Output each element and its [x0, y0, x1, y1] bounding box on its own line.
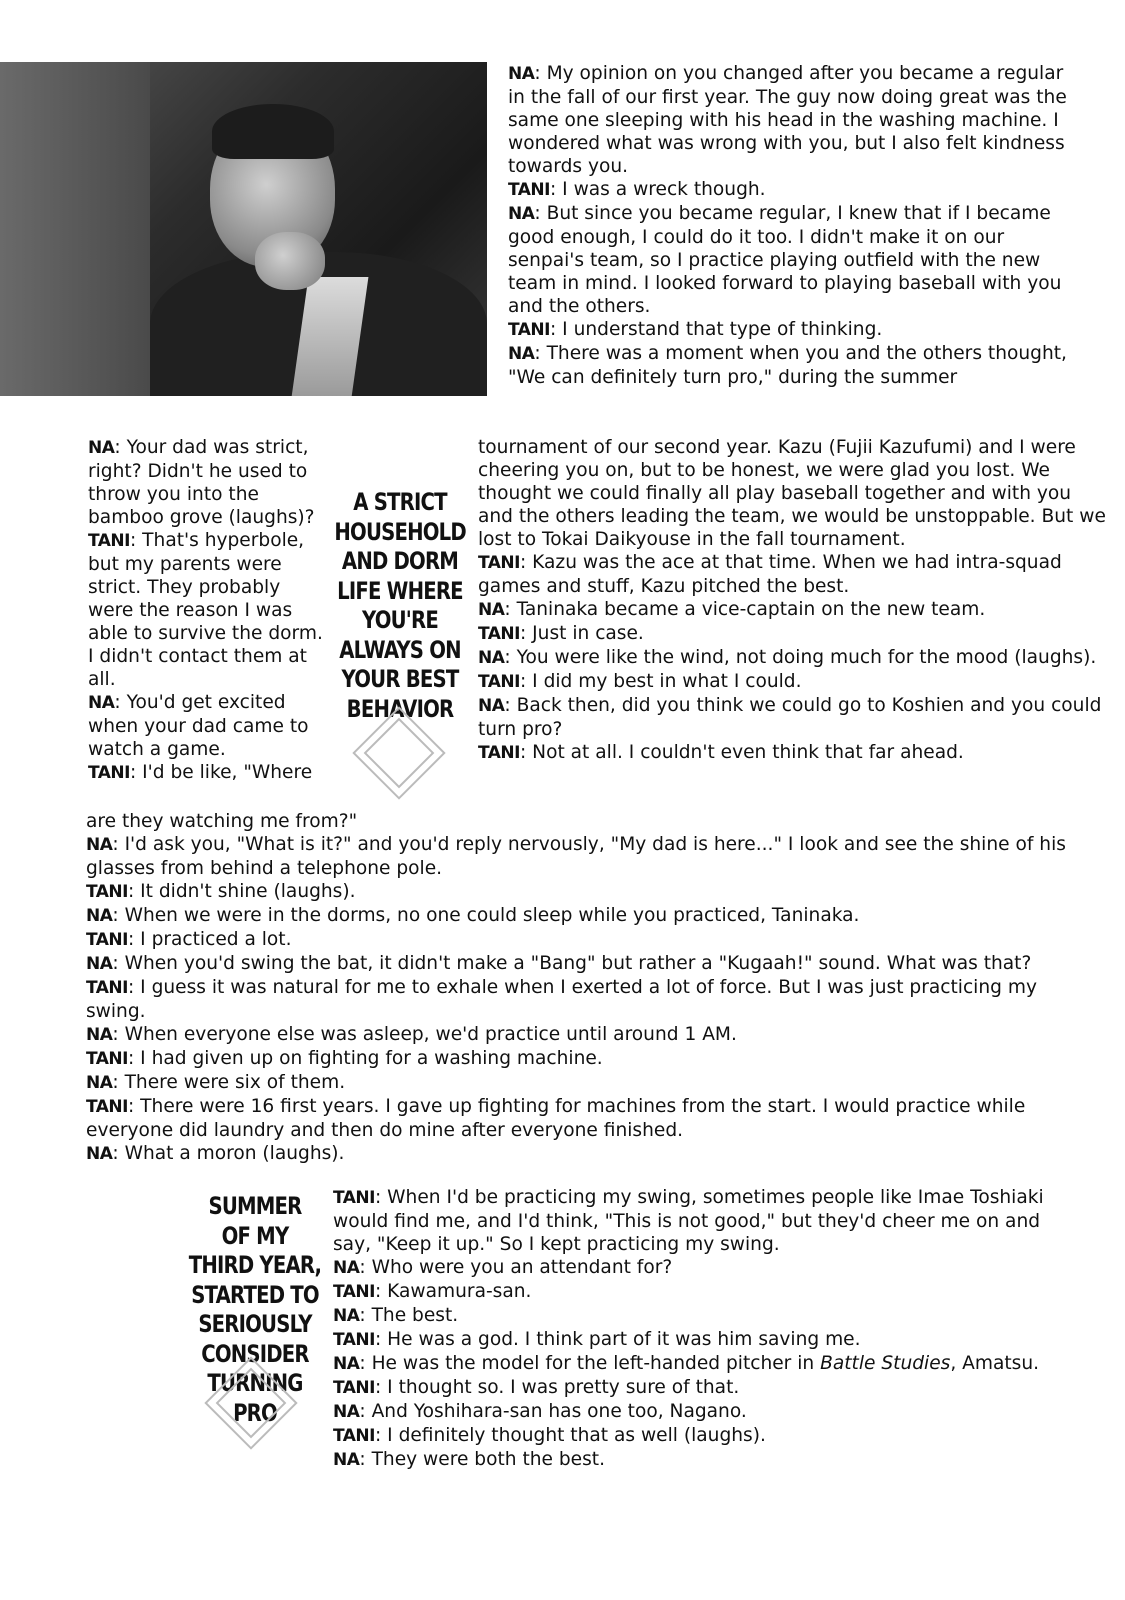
- speaker-label: NA: [333, 1258, 360, 1278]
- dialogue-line: [86, 904, 1066, 928]
- text-block-4: [86, 810, 1066, 1166]
- dialogue-text: : I definitely thought that as well (laughs).: [375, 1425, 766, 1446]
- dialogue-line: [333, 1352, 1053, 1376]
- dialogue-text: : You were like the wind, not doing much for the mood (laughs).: [504, 647, 1097, 668]
- dialogue-text: : When I'd be practicing my swing, sometimes people like Imae Toshiaki would find me, and I'd think, "This is not good," but they'd cheer me on and say, "Keep it up." So I kept practicing my swing.: [333, 1187, 1044, 1255]
- dialogue-text: : I'd ask you, "What is it?" and you'd reply nervously, "My dad is here..." I look and see the shine of his glasses from behind a telephone pole.: [86, 834, 1066, 879]
- dialogue-text: : I did my best in what I could.: [520, 671, 802, 692]
- speaker-label: TANI: [86, 1049, 128, 1069]
- dialogue-text: : Not at all. I couldn't even think that far ahead.: [520, 742, 964, 763]
- dialogue-text: : Just in case.: [520, 623, 644, 644]
- dialogue-text: are they watching me from?": [86, 811, 358, 832]
- dialogue-text: : They were both the best.: [359, 1449, 606, 1470]
- dialogue-text: : But since you became regular, I knew that if I became good enough, I could do it too. I didn't make it on our senpai's team, so I practice playing outfield with the new team in mind. I looked forward to playing baseball with you and the others.: [508, 203, 1062, 317]
- section-heading-household: [334, 488, 465, 724]
- text-block-5: [333, 1186, 1053, 1472]
- dialogue-line: [333, 1328, 1053, 1352]
- speaker-label: NA: [478, 648, 505, 668]
- heading-line: SERIOUSLY: [198, 1310, 312, 1338]
- dialogue-line: [333, 1304, 1053, 1328]
- dialogue-line: [88, 529, 326, 691]
- dialogue-line: [508, 342, 1068, 389]
- dialogue-text: : Kawamura-san.: [375, 1281, 532, 1302]
- speaker-label: NA: [478, 696, 505, 716]
- text-block-3: [478, 436, 1108, 765]
- speaker-label: NA: [86, 1144, 113, 1164]
- speaker-label: TANI: [478, 672, 520, 692]
- dialogue-line: [86, 976, 1066, 1023]
- heading-line: A STRICT: [353, 488, 447, 516]
- heading-line: YOU'RE: [362, 606, 438, 634]
- speaker-label: TANI: [86, 882, 128, 902]
- speaker-label: TANI: [478, 624, 520, 644]
- speaker-label: NA: [508, 204, 535, 224]
- heading-line: TURNING PRO: [207, 1369, 303, 1427]
- dialogue-text: : I practiced a lot.: [128, 929, 292, 950]
- dialogue-line: [86, 1095, 1066, 1142]
- dialogue-line: [478, 670, 1108, 694]
- dialogue-text: : And Yoshihara-san has one too, Nagano.: [359, 1401, 747, 1422]
- dialogue-text: : He was a god. I think part of it was him saving me.: [375, 1329, 861, 1350]
- dialogue-text: : When everyone else was asleep, we'd practice until around 1 AM.: [112, 1024, 737, 1045]
- dialogue-text: : When you'd swing the bat, it didn't make a "Bang" but rather a "Kugaah!" sound. What was that?: [112, 953, 1032, 974]
- speaker-label: NA: [88, 693, 115, 713]
- dialogue-text-after: , Amatsu.: [950, 1353, 1040, 1374]
- speaker-label: NA: [508, 344, 535, 364]
- dialogue-line: [86, 1142, 1066, 1166]
- text-block-1: [508, 62, 1068, 389]
- text-block-2: [88, 436, 326, 785]
- dialogue-text: : It didn't shine (laughs).: [128, 881, 356, 902]
- speaker-label: TANI: [333, 1188, 375, 1208]
- dialogue-text: : Back then, did you think we could go to Koshien and you could turn pro?: [478, 695, 1102, 740]
- speaker-label: NA: [86, 906, 113, 926]
- dialogue-text: : He was the model for the left-handed pitcher in: [359, 1353, 821, 1374]
- heading-line: HOUSEHOLD: [334, 517, 466, 546]
- dialogue-text: : Who were you an attendant for?: [359, 1257, 673, 1278]
- speaker-label: NA: [86, 1025, 113, 1045]
- dialogue-line: [508, 178, 1068, 202]
- dialogue-line: [86, 952, 1066, 976]
- dialogue-line: [86, 1047, 1066, 1071]
- speaker-label: TANI: [333, 1426, 375, 1446]
- heading-line: YOUR BEST: [341, 665, 459, 693]
- heading-line: ALWAYS ON: [339, 635, 461, 664]
- dialogue-line: [88, 761, 326, 785]
- dialogue-line: [508, 62, 1068, 178]
- speaker-label: NA: [86, 954, 113, 974]
- photo-hand: [255, 232, 325, 290]
- dialogue-line: [86, 833, 1066, 880]
- speaker-label: TANI: [333, 1282, 375, 1302]
- heading-line: AND DORM: [341, 547, 459, 575]
- interview-photo: [0, 62, 487, 396]
- dialogue-text: : I understand that type of thinking.: [550, 319, 883, 340]
- dialogue-line: [333, 1400, 1053, 1424]
- dialogue-line: [508, 318, 1068, 342]
- speaker-label: NA: [88, 438, 115, 458]
- dialogue-line: [86, 928, 1066, 952]
- heading-line: CONSIDER: [201, 1339, 309, 1368]
- speaker-label: TANI: [508, 320, 550, 340]
- dialogue-text: : Kazu was the ace at that time. When we had intra-squad games and stuff, Kazu pitched the best.: [478, 552, 1062, 597]
- dialogue-line: [478, 694, 1108, 741]
- dialogue-text: : I thought so. I was pretty sure of that.: [375, 1377, 740, 1398]
- dialogue-text: : Your dad was strict, right? Didn't he used to throw you into the bamboo grove (laughs)?: [88, 437, 315, 528]
- dialogue-line: [478, 741, 1108, 765]
- dialogue-line: [478, 436, 1108, 551]
- dialogue-line: [333, 1424, 1053, 1448]
- speaker-label: NA: [478, 600, 505, 620]
- dialogue-text: : There were 16 first years. I gave up fighting for machines from the start. I would practice while everyone did laundry and then do mine after everyone finished.: [86, 1096, 1026, 1141]
- speaker-label: NA: [86, 1073, 113, 1093]
- dialogue-line: [478, 551, 1108, 598]
- speaker-label: TANI: [86, 978, 128, 998]
- dialogue-text: : I guess it was natural for me to exhale when I exerted a lot of force. But I was just practicing my swing.: [86, 977, 1037, 1022]
- speaker-label: TANI: [333, 1330, 375, 1350]
- speaker-label: NA: [508, 64, 535, 84]
- heading-line: SUMMER: [208, 1192, 302, 1220]
- speaker-label: NA: [333, 1450, 360, 1470]
- dialogue-line: [86, 1023, 1066, 1047]
- speaker-label: TANI: [478, 553, 520, 573]
- book-title: Battle Studies: [820, 1353, 951, 1374]
- dialogue-line: [88, 436, 326, 529]
- speaker-label: NA: [333, 1354, 360, 1374]
- speaker-label: NA: [333, 1306, 360, 1326]
- dialogue-text: : Taninaka became a vice-captain on the new team.: [504, 599, 986, 620]
- heading-line: BEHAVIOR: [346, 694, 454, 723]
- dialogue-text: : My opinion on you changed after you became a regular in the fall of our first year. The guy now doing great was the same one sleeping with his head in the washing machine. I wondered what was wrong with you, but I also felt kindness towards you.: [508, 63, 1067, 177]
- speaker-label: NA: [86, 835, 113, 855]
- dialogue-text: : I'd be like, "Where: [130, 762, 313, 783]
- dialogue-line: [333, 1280, 1053, 1304]
- heading-line: OF MY: [221, 1221, 289, 1250]
- dialogue-line: [333, 1186, 1053, 1256]
- dialogue-line: [333, 1256, 1053, 1280]
- dialogue-line: [478, 598, 1108, 622]
- heading-line: THIRD YEAR,: [188, 1251, 322, 1279]
- dialogue-line: [333, 1448, 1053, 1472]
- photo-wall: [0, 62, 150, 396]
- dialogue-text: : That's hyperbole, but my parents were strict. They probably were the reason I was able to survive the dorm. I didn't contact them at all.: [88, 530, 323, 690]
- dialogue-text: : There were six of them.: [112, 1072, 346, 1093]
- speaker-label: TANI: [86, 1097, 128, 1117]
- dialogue-line: [478, 646, 1108, 670]
- dialogue-text: : The best.: [359, 1305, 459, 1326]
- photo-hair: [212, 104, 334, 159]
- dialogue-line: [333, 1376, 1053, 1400]
- dialogue-text: : When we were in the dorms, no one could sleep while you practiced, Taninaka.: [112, 905, 860, 926]
- speaker-label: TANI: [333, 1378, 375, 1398]
- dialogue-text: : I had given up on fighting for a washing machine.: [128, 1048, 603, 1069]
- speaker-label: TANI: [86, 930, 128, 950]
- dialogue-text: : There was a moment when you and the others thought, "We can definitely turn pro," during the summer: [508, 343, 1067, 388]
- speaker-label: TANI: [478, 743, 520, 763]
- speaker-label: NA: [333, 1402, 360, 1422]
- dialogue-line: [86, 810, 1066, 833]
- speaker-label: TANI: [88, 763, 130, 783]
- speaker-label: TANI: [88, 531, 130, 551]
- dialogue-text: tournament of our second year. Kazu (Fujii Kazufumi) and I were cheering you on, but to be honest, we were glad you lost. We thought we could finally all play baseball together and with you and the others leading the team, we would be unstoppable. But we lost to Tokai Daikyouse in the fall tournament.: [478, 437, 1106, 550]
- dialogue-text: : I was a wreck though.: [550, 179, 766, 200]
- dialogue-line: [478, 622, 1108, 646]
- heading-line: LIFE WHERE: [337, 576, 463, 605]
- dialogue-line: [86, 880, 1066, 904]
- dialogue-line: [86, 1071, 1066, 1095]
- dialogue-line: [508, 202, 1068, 318]
- dialogue-text: : What a moron (laughs).: [112, 1143, 345, 1164]
- dialogue-line: [88, 691, 326, 761]
- dialogue-text: : You'd get excited when your dad came to watch a game.: [88, 692, 309, 760]
- speaker-label: TANI: [508, 180, 550, 200]
- heading-line: STARTED TO: [191, 1280, 319, 1309]
